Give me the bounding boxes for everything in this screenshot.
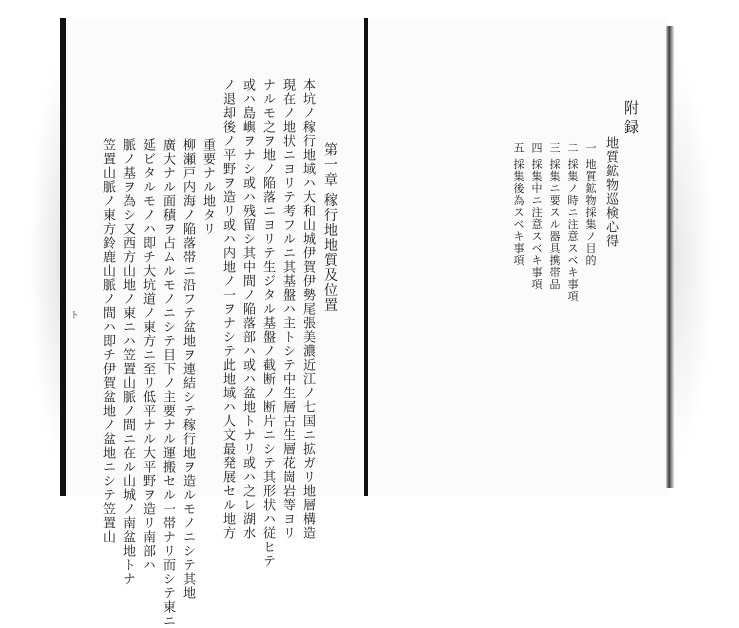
appendix-item-1: 地質鉱物巡検心得 [603, 136, 618, 248]
text-line-2: 現在ノ地状ニヨリテ考フルニ其基盤ハ主トシテ中生層古生層花崗岩等ヨリ [280, 78, 295, 540]
margin-mark: ト [70, 311, 80, 321]
page-edge-shadow-left [30, 60, 62, 460]
appendix-item-6: 五 採集後為スベキ事項 [512, 142, 525, 267]
left-page [60, 18, 372, 628]
appendix-title: 附録 [622, 100, 640, 138]
book-edge-right [666, 26, 674, 488]
appendix-item-4: 三 採集ニ要スル器具携帯品 [548, 142, 561, 291]
text-line-4: 或ハ島嶼ヲナシ或ハ残留シ其中間ノ陥落部ハ或ハ盆地トナリ或ハ之レ湖水 [240, 78, 255, 540]
chapter-heading: 第一章 稼行地地質及位置 [322, 142, 338, 313]
appendix-item-2: 一 地質鉱物採集ノ目的 [584, 142, 597, 267]
text-line-3: ナルモ之ヲ地ノ陥落ニヨリテ生ジタル基盤ノ截断ノ断片ニシテ其形状ハ従ヒテ [260, 78, 275, 568]
text-line-6: 重要ナル地タリ [200, 138, 215, 236]
text-line-11: 笠置山脈ノ東方鈴鹿山脈ノ間ハ即チ伊賀盆地ノ盆地ニシテ笠置山 [100, 138, 115, 544]
appendix-item-5: 四 採集中ニ注意スベキ事項 [530, 142, 543, 291]
text-line-1: 本坑ノ稼行地域ハ大和山城伊賀伊勢尾張美濃近江ノ七国ニ拡ガリ地層構造 [300, 78, 315, 540]
text-line-9: 延ビタルモノハ即チ大坑道ノ東方ニ至リ低平ナル大平野ヲ造リ南部ハ [140, 138, 155, 572]
page-edge-shadow-right [674, 60, 714, 460]
appendix-item-3: 二 採集ノ時ニ注意スベキ事項 [566, 142, 579, 303]
text-line-5: ノ退却後ノ平野ヲ造リ或ハ内地ノ一ヲナシテ此地域ハ人文最発展セル地方 [220, 78, 235, 540]
text-line-8: 廣大ナル面積ヲ占ムルモノニシテ目下ノ主要ナル運搬セル一帯ナリ而シテ東ニ [160, 138, 175, 628]
text-line-7: 柳瀬戸内海ノ陥落帯ニ沿フテ盆地ヲ連結シテ稼行地ヲ造ルモノニシテ其地 [180, 138, 195, 600]
text-line-10: 脈ノ基ヲ為シ又西方山地ノ東ニハ笠置山脈ノ間ニ在ル山城ノ南盆地トナ [120, 138, 135, 586]
right-page [368, 18, 668, 496]
